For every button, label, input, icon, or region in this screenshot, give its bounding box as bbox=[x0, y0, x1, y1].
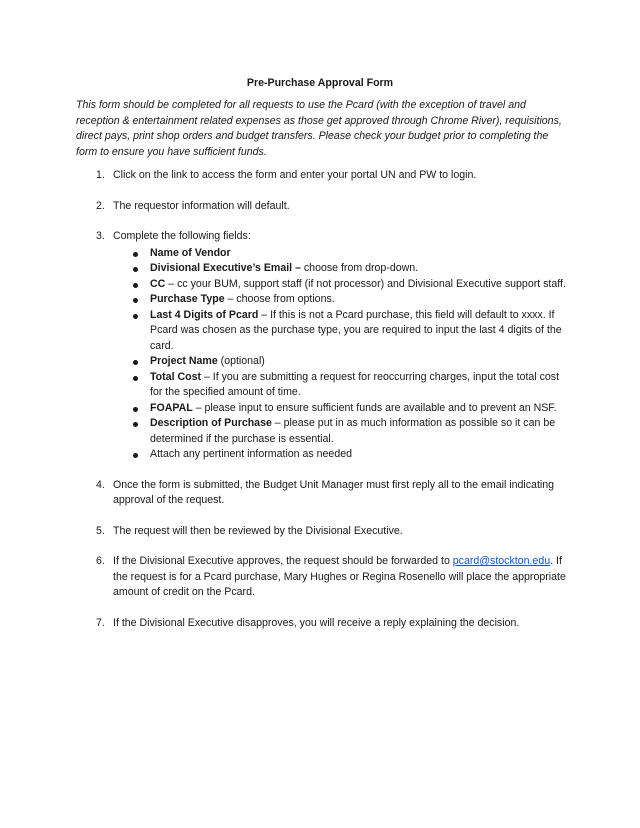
step-number: 4. bbox=[96, 478, 105, 491]
field-desc: – If you are submitting a request for reoccurring charges, input the total cost for the specified amount of time. bbox=[150, 370, 560, 398]
field-item bbox=[150, 354, 568, 370]
field-label: Last 4 Digits of Pcard bbox=[150, 308, 259, 321]
bullet-icon bbox=[133, 267, 138, 272]
bullet-icon bbox=[133, 360, 138, 365]
step-text: If the Divisional Executive disapproves, you will receive a reply explaining the decision. bbox=[113, 616, 520, 629]
field-item bbox=[150, 416, 568, 447]
step-number: 6. bbox=[96, 555, 105, 567]
step-text: If the Divisional Executive approves, the request should be forwarded to bbox=[113, 555, 453, 567]
field-label: Purchase Type bbox=[150, 293, 225, 305]
step-text: Once the form is submitted, the Budget Unit Manager must first reply all to the email indicating approval of the request. bbox=[113, 478, 555, 506]
step-item bbox=[0, 199, 640, 215]
step-number: 3. bbox=[96, 230, 105, 242]
bullet-icon bbox=[133, 283, 138, 288]
field-desc: (optional) bbox=[217, 355, 265, 367]
step-item bbox=[0, 524, 640, 540]
step-item bbox=[0, 554, 640, 601]
step-text: The request will then be reviewed by the Divisional Executive. bbox=[113, 524, 403, 537]
field-item bbox=[150, 401, 568, 417]
email-link[interactable]: pcard@stockton.edu bbox=[452, 555, 551, 567]
bullet-icon bbox=[133, 422, 138, 427]
step-text: The requestor information will default. bbox=[113, 199, 290, 212]
field-desc: choose from drop-down. bbox=[300, 262, 419, 274]
intro-paragraph: This form should be completed for all requests to use the Pcard (with the exception of travel and reception & entertainment related expenses as those get approved through Chrome River), requisitions, direct pays, print shop orders and budget transfers. Please check your budget prior to completing the form to ensure you have sufficient funds. bbox=[76, 99, 562, 158]
bullet-icon bbox=[133, 407, 138, 412]
field-item bbox=[150, 246, 568, 262]
field-desc: – please put in as much information as possible so it can be determined if the purchase is essential. bbox=[150, 417, 556, 445]
field-item bbox=[150, 447, 568, 463]
field-label: Description of Purchase bbox=[150, 417, 272, 429]
fields-list bbox=[113, 246, 568, 463]
field-item bbox=[150, 261, 568, 277]
field-item bbox=[150, 308, 568, 355]
bullet-icon bbox=[133, 314, 138, 319]
field-label: Divisional Executive’s Email – bbox=[150, 262, 301, 274]
field-item bbox=[150, 370, 568, 401]
step-number: 7. bbox=[96, 616, 105, 629]
field-item bbox=[150, 292, 568, 308]
field-item bbox=[150, 277, 568, 293]
step-number: 1. bbox=[96, 169, 105, 181]
page-title: Pre-Purchase Approval Form bbox=[246, 77, 394, 89]
field-label: Name of Vendor bbox=[150, 246, 231, 259]
bullet-icon bbox=[133, 252, 138, 257]
bullet-icon bbox=[133, 453, 138, 458]
steps-list bbox=[0, 168, 640, 646]
step-item bbox=[0, 168, 640, 184]
field-label: Project Name bbox=[150, 355, 218, 367]
bullet-icon bbox=[133, 298, 138, 303]
step-text: Click on the link to access the form and enter your portal UN and PW to login. bbox=[113, 169, 477, 181]
field-desc: – cc your BUM, support staff (if not processor) and Divisional Executive support staff. bbox=[165, 277, 566, 290]
step-text: . If the request is for a Pcard purchase, Mary Hughes or Regina Rosenello will place the appropriate amount of credit on the Pcard. bbox=[113, 555, 566, 598]
bullet-icon bbox=[133, 376, 138, 381]
step-number: 5. bbox=[96, 524, 105, 537]
step-item bbox=[0, 616, 640, 632]
step-number: 2. bbox=[96, 199, 105, 212]
step-item bbox=[0, 229, 640, 463]
field-desc: Attach any pertinent information as needed bbox=[150, 448, 353, 460]
field-desc: – If this is not a Pcard purchase, this field will default to xxxx. If Pcard was chosen as the purchase type, you are required to input the last 4 digits of the card. bbox=[150, 308, 562, 352]
field-desc: – please input to ensure sufficient funds are available and to prevent an NSF. bbox=[192, 401, 557, 414]
field-label: FOAPAL bbox=[150, 401, 193, 414]
step-item bbox=[0, 478, 640, 509]
step-text: Complete the following fields: bbox=[113, 230, 251, 242]
field-label: Total Cost bbox=[150, 370, 202, 383]
field-label: CC bbox=[150, 277, 166, 290]
field-desc: – choose from options. bbox=[224, 293, 335, 305]
